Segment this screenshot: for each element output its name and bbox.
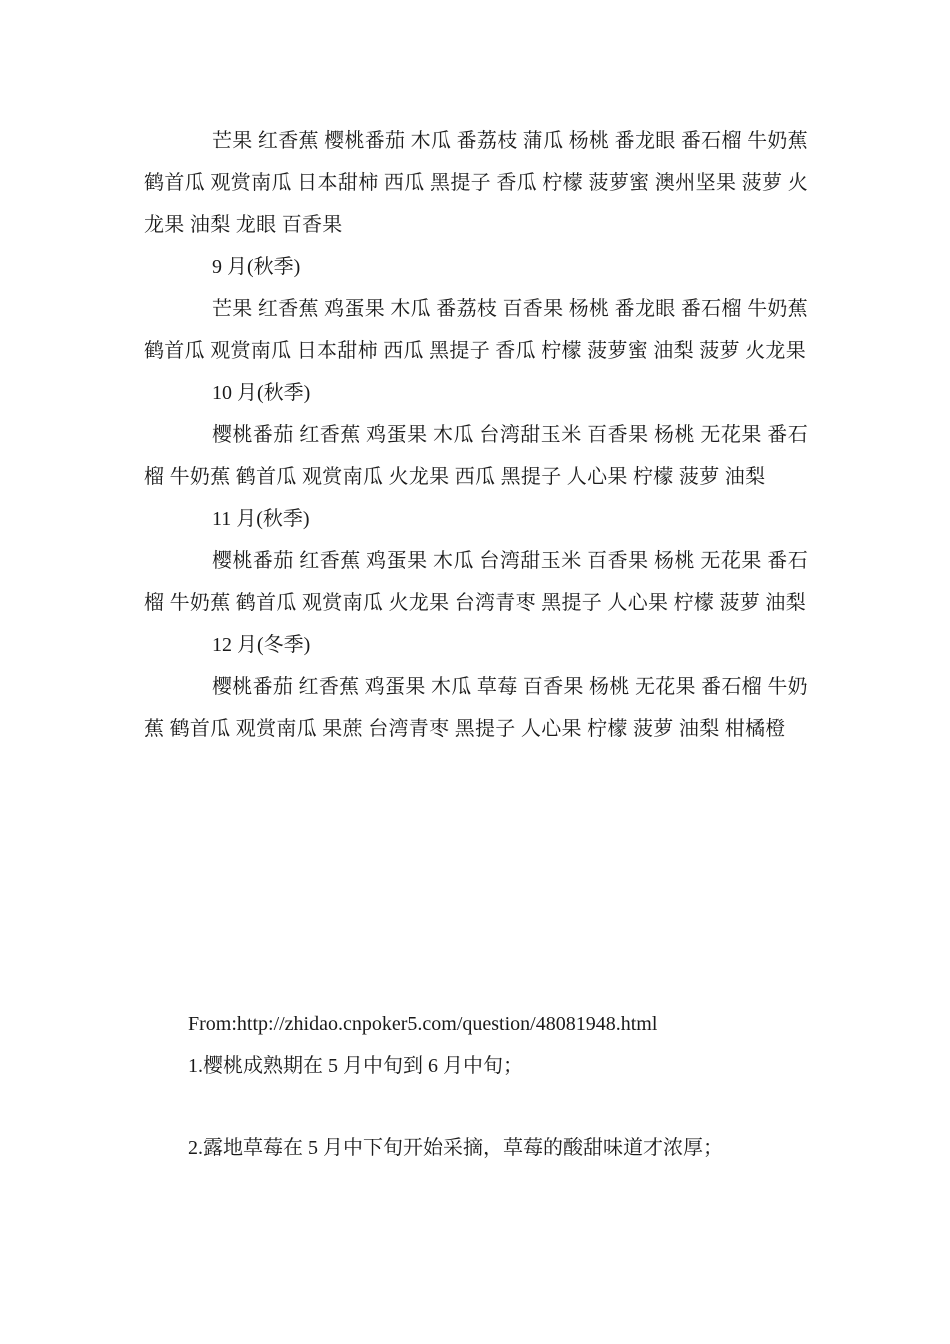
month-heading-october: 10 月(秋季) <box>212 382 311 404</box>
source-line <box>188 1003 808 1045</box>
month-heading-september: 9 月(秋季) <box>212 256 301 278</box>
fruit-list-october: 樱桃番茄 红香蕉 鸡蛋果 木瓜 台湾甜玉米 百香果 杨桃 无花果 番石榴 牛奶蕉 鹤首瓜 观赏南瓜 火龙果 西瓜 黑提子 人心果 柠檬 菠萝 油梨 <box>144 424 808 488</box>
fruit-list-december: 樱桃番茄 红香蕉 鸡蛋果 木瓜 草莓 百香果 杨桃 无花果 番石榴 牛奶蕉 鹤首瓜 观赏南瓜 果蔗 台湾青枣 黑提子 人心果 柠檬 菠萝 油梨 柑橘橙 <box>144 676 808 740</box>
month-heading-december: 12 月(冬季) <box>212 634 311 656</box>
fruit-list-september: 芒果 红香蕉 鸡蛋果 木瓜 番荔枝 百香果 杨桃 番龙眼 番石榴 牛奶蕉 鹤首瓜 观赏南瓜 日本甜柿 西瓜 黑提子 香瓜 柠檬 菠萝蜜 油梨 菠萝 火龙果 <box>144 298 808 362</box>
note-cherry-text: 1.樱桃成熟期在 5 月中旬到 6 月中旬； <box>188 1055 523 1077</box>
note-cherry <box>188 1045 808 1087</box>
fruit-list-november: 樱桃番茄 红香蕉 鸡蛋果 木瓜 台湾甜玉米 百香果 杨桃 无花果 番石榴 牛奶蕉 鹤首瓜 观赏南瓜 火龙果 台湾青枣 黑提子 人心果 柠檬 菠萝 油梨 <box>144 550 808 614</box>
fruit-list-august: 芒果 红香蕉 樱桃番茄 木瓜 番荔枝 蒲瓜 杨桃 番龙眼 番石榴 牛奶蕉 鹤首瓜 观赏南瓜 日本甜柿 西瓜 黑提子 香瓜 柠檬 菠萝蜜 澳州坚果 菠萝 火龙果 油梨 龙眼 百香果 <box>144 130 808 236</box>
note-strawberry-text: 2.露地草莓在 5 月中下旬开始采摘，草莓的酸甜味道才浓厚； <box>188 1137 723 1159</box>
fruit-calendar <box>144 120 808 750</box>
note-strawberry <box>188 1127 808 1169</box>
month-heading-november: 11 月(秋季) <box>212 508 310 530</box>
source-url: From:http://zhidao.cnpoker5.com/question/48081948.html <box>188 1013 658 1035</box>
